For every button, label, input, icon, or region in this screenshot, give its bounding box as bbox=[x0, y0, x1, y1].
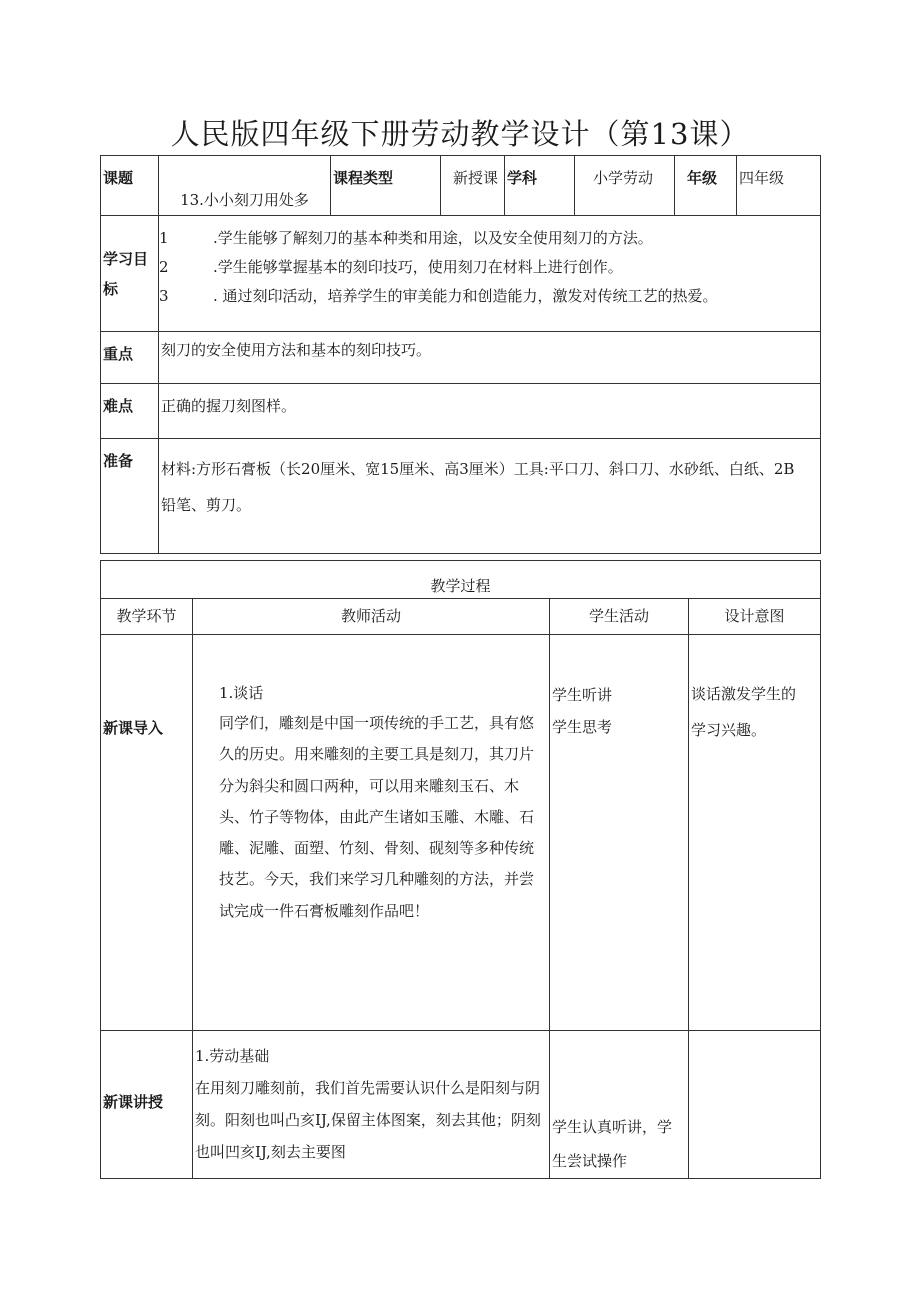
column-intent: 设计意图 bbox=[724, 607, 785, 625]
teacher-text: 在用刻刀雕刻前，我们首先需要认识什么是阳刻与阴刻。阳刻也叫凸亥IJ,保留主体图案，刻去其他；阴刻也叫凹亥IJ,刻去主要图 bbox=[195, 1079, 541, 1161]
design-intent: 谈话激发学生的学习兴趣。 bbox=[691, 685, 797, 739]
process-row-intro bbox=[101, 635, 821, 1031]
goals-label: 学习目标 bbox=[103, 250, 149, 298]
goal-item bbox=[159, 224, 820, 253]
difficulty-value: 正确的握刀刻图样。 bbox=[161, 397, 297, 415]
teaching-process-table bbox=[100, 560, 821, 1179]
grade-value: 四年级 bbox=[739, 169, 785, 187]
process-header: 教学过程 bbox=[430, 577, 491, 595]
key-value: 刻刀的安全使用方法和基本的刻印技巧。 bbox=[161, 341, 432, 359]
topic-label: 课题 bbox=[103, 169, 134, 187]
student-activity: 学生听讲 bbox=[552, 686, 613, 704]
column-student: 学生活动 bbox=[588, 607, 649, 625]
goal-number: 3 bbox=[159, 287, 169, 305]
lesson-info-table bbox=[100, 155, 821, 554]
stage-lecture: 新课讲授 bbox=[103, 1093, 164, 1111]
subject-label: 学科 bbox=[507, 169, 538, 187]
teacher-heading: 1.谈话 bbox=[219, 684, 264, 702]
process-row-lecture bbox=[101, 1031, 821, 1179]
difficulty-label: 难点 bbox=[103, 397, 134, 415]
topic-value: 13.小小刻刀用处多 bbox=[180, 191, 309, 209]
teacher-text: 同学们，雕刻是中国一项传统的手工艺，具有悠久的历史。用来雕刻的主要工具是刻刀，其刀片分为斜尖和圆口两种，可以用来雕刻玉石、木头、竹子等物体，由此产生诸如玉雕、木雕、石雕、泥雕、面塑、竹刻、骨刻、砚刻等多种传统技艺。今天，我们来学习几种雕刻的方法，并尝试完成一件石膏板雕刻作品吧！ bbox=[219, 714, 535, 920]
goal-number: 2 bbox=[159, 258, 169, 276]
student-activity: 学生认真听讲，学生尝试操作 bbox=[552, 1118, 673, 1170]
prep-value: 材料:方形石膏板（长20厘米、宽15厘米、高3厘米）工具:平口刀、斜口刀、水砂纸、白纸、2B铅笔、剪刀。 bbox=[161, 460, 795, 514]
course-type-label: 课程类型 bbox=[333, 169, 394, 187]
goals-list bbox=[159, 216, 820, 311]
student-activity: 学生思考 bbox=[552, 718, 613, 736]
stage-intro: 新课导入 bbox=[103, 719, 164, 737]
process-columns-row bbox=[101, 599, 821, 635]
info-row-goals bbox=[101, 216, 821, 332]
info-row-topic bbox=[101, 156, 821, 216]
subject-value: 小学劳动 bbox=[593, 169, 654, 187]
page-title: 人民版四年级下册劳动教学设计（第13课） bbox=[170, 117, 750, 151]
process-header-row bbox=[101, 561, 821, 599]
info-row-key bbox=[101, 332, 821, 384]
course-type-value: 新授课 bbox=[453, 169, 499, 187]
goal-item bbox=[159, 253, 820, 282]
info-row-difficulty bbox=[101, 384, 821, 439]
goal-text: . 通过刻印活动，培养学生的审美能力和创造能力，激发对传统工艺的热爱。 bbox=[213, 287, 718, 305]
prep-label: 准备 bbox=[103, 452, 134, 470]
info-row-prep bbox=[101, 439, 821, 554]
key-label: 重点 bbox=[103, 345, 134, 363]
goal-item bbox=[159, 282, 820, 311]
column-teacher: 教师活动 bbox=[340, 607, 401, 625]
teacher-heading: 1.劳动基础 bbox=[195, 1047, 270, 1065]
goal-text: .学生能够掌握基本的刻印技巧，使用刻刀在材料上进行创作。 bbox=[213, 258, 623, 276]
grade-label: 年级 bbox=[687, 169, 718, 187]
goal-number: 1 bbox=[159, 229, 169, 247]
goal-text: .学生能够了解刻刀的基本种类和用途，以及安全使用刻刀的方法。 bbox=[213, 229, 653, 247]
column-stage: 教学环节 bbox=[116, 607, 177, 625]
